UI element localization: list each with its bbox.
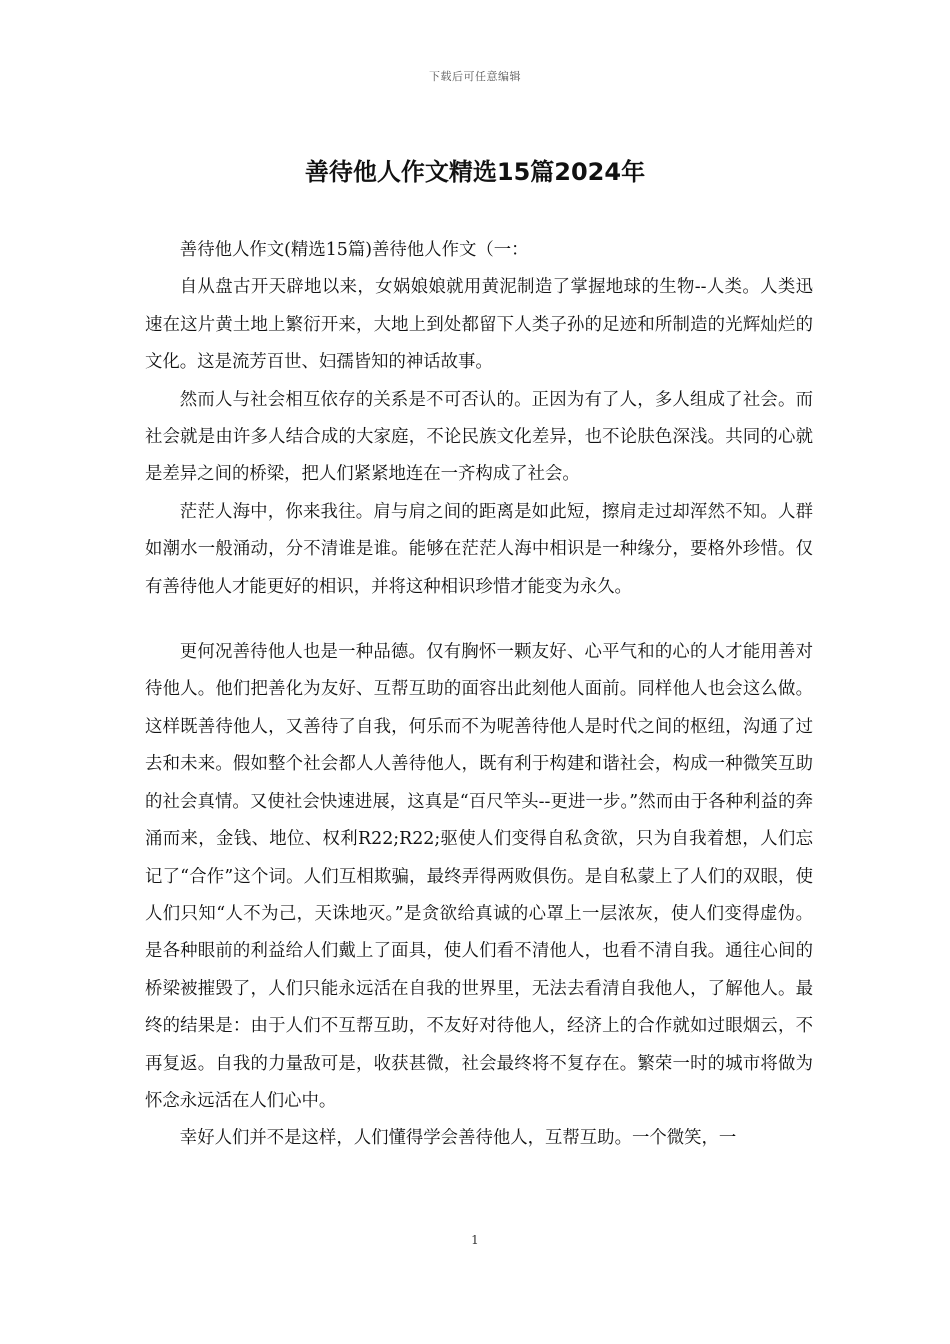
paragraph: 更何况善待他人也是一种品德。仅有胸怀一颗友好、心平气和的心的人才能用善对待他人。他们把善化为友好、互帮互助的面容出此刻他人面前。同样他人也会这么做。这样既善待他人，又善待了自我，何乐而不为呢善待他人是时代之间的枢纽，沟通了过去和未来。假如整个社会都人人善待他人，既有利于构建和谐社会，构成一种微笑互助的社会真情。又使社会快速进展，这真是“百尺竿头--更进一步。”然而由于各种利益的奔涌而来，金钱、地位、权利R22;R22;驱使人们变得自私贪欲，只为自我着想，人们忘记了“合作”这个词。人们互相欺骗，最终弄得两败俱伤。是自私蒙上了人们的双眼，使人们只知“人不为己，天诛地灭。”是贪欲给真诚的心罩上一层浓灰，使人们变得虚伪。是各种眼前的利益给人们戴上了面具，使人们看不清他人，也看不清自我。通往心间的桥梁被摧毁了，人们只能永远活在自我的世界里，无法去看清自我他人，了解他人。最终的结果是：由于人们不互帮互助，不友好对待他人，经济上的合作就如过眼烟云，不再复返。自我的力量敌可是，收获甚微，社会最终将不复存在。繁荣一时的城市将做为怀念永远活在人们心中。 [145, 642, 813, 1111]
page-header: 下载后可任意编辑 [429, 70, 521, 83]
document-title: 善待他人作文精选15篇2024年 [304, 158, 646, 186]
paragraph-intro: 善待他人作文(精选15篇)善待他人作文（一： [179, 240, 529, 260]
paragraph: 然而人与社会相互依存的关系是不可否认的。正因为有了人，多人组成了社会。而社会就是由许多人结合成的大家庭，不论民族文化差异，也不论肤色深浅。共同的心就是差异之间的桥梁，把人们紧紧地连在一齐构成了社会。 [145, 389, 813, 485]
paragraph: 幸好人们并不是这样，人们懂得学会善待他人，互帮互助。一个微笑，一 [179, 1128, 737, 1149]
paragraph: 茫茫人海中，你来我往。肩与肩之间的距离是如此短，擦肩走过却浑然不知。人群如潮水一般涌动，分不清谁是谁。能够在茫茫人海中相识是一种缘分，要格外珍惜。仅有善待他人才能更好的相识，并将这种相识珍惜才能变为永久。 [145, 501, 813, 597]
page-number: 1 [471, 1233, 479, 1247]
document-body [145, 232, 813, 1158]
paragraph: 自从盘古开天辟地以来，女娲娘娘就用黄泥制造了掌握地球的生物--人类。人类迅速在这片黄土地上繁衍开来，大地上到处都留下人类子孙的足迹和所制造的光辉灿烂的文化。这是流芳百世、妇孺皆知的神话故事。 [145, 277, 813, 373]
